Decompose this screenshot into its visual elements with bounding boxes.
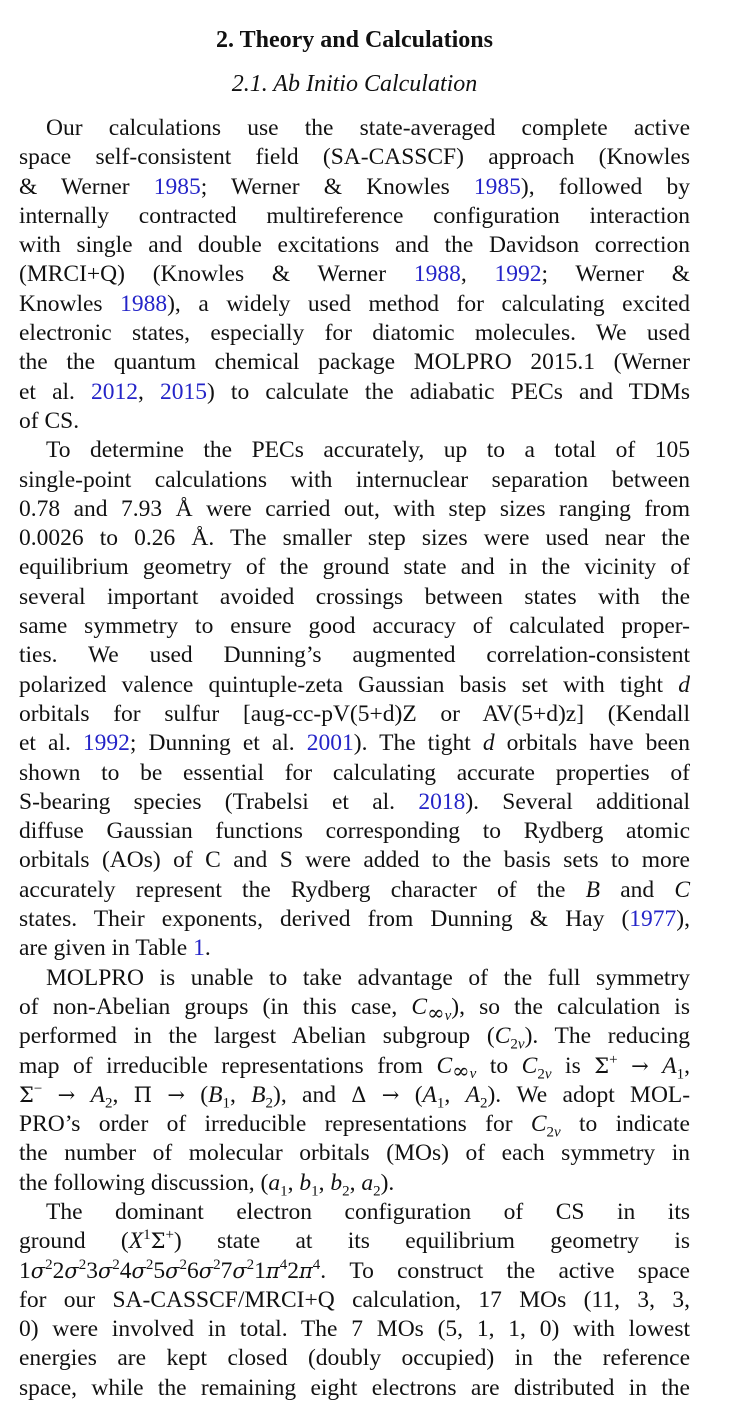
- text-line: 0) were involved in total. The 7 MOs (5, 1, 1, 0) with lowest: [19, 1316, 690, 1343]
- text-line: map of irreducible representations from $C_{\infty v}$ to $C_{2v}$ is $\Sigma^+ \to A_1$,: [19, 1051, 691, 1084]
- text-line: et al. 2012, 2015) to calculate the adiabatic PECs and TDMs: [19, 378, 690, 405]
- text-line: same symmetry to ensure good accuracy of calculated proper-: [19, 613, 690, 640]
- text-line: energies are kept closed (doubly occupied) in the reference: [19, 1345, 690, 1372]
- text-line: accurately represent the Rydberg character of the B and C: [19, 876, 690, 903]
- text-line: S-bearing species (Trabelsi et al. 2018). Several additional: [19, 788, 690, 815]
- text-line: 0.78 and 7.93 Å were carried out, with step sizes ranging from: [19, 495, 690, 522]
- text-line: performed in the largest Abelian subgroup $(C_{2v})$. The reducing: [19, 1023, 690, 1053]
- text-line: orbitals (AOs) of C and S were added to the basis sets to more: [19, 847, 690, 874]
- text-line: are given in Table 1.: [19, 935, 211, 962]
- text-line: $\Sigma^- \to A_2$, $\Pi \to (B_1$, $B_2$), and $\Delta \to (A_1$, $A_2$). We adopt MOL-: [19, 1080, 691, 1112]
- text-line: of non-Abelian groups (in this case, $C_{\infty v}$), so the calculation is: [19, 993, 690, 1025]
- text-line: several important avoided crossings between states with the: [19, 583, 690, 610]
- text-line: space self-consistent field (SA-CASSCF) approach (Knowles: [19, 144, 690, 171]
- citation-link[interactable]: 1988: [120, 290, 168, 317]
- subsection-title: 2.1. Ab Initio Calculation: [231, 71, 478, 97]
- citation-link[interactable]: 1988: [413, 261, 461, 288]
- text-line: & Werner 1985; Werner & Knowles 1985), followed by: [19, 173, 690, 200]
- text-line: equilibrium geometry of the ground state and in the vicinity of: [19, 554, 690, 581]
- text-line: PRO’s order of irreducible representations for $C_{2v}$ to indicate: [19, 1111, 690, 1141]
- citation-link[interactable]: 1985: [473, 173, 521, 200]
- text-line: polarized valence quintuple-zeta Gaussian basis set with tight d: [19, 671, 690, 698]
- text-line: Knowles 1988), a widely used method for calculating excited: [19, 290, 690, 317]
- text-line: Our calculations use the state-averaged complete active: [46, 115, 690, 141]
- text-line: for our SA-CASSCF/MRCI+Q calculation, 17 MOs (11, 3, 3,: [19, 1286, 690, 1313]
- text-line: ties. We used Dunning’s augmented correlation-consistent: [19, 642, 690, 669]
- citation-link[interactable]: 1985: [153, 173, 201, 200]
- citation-link[interactable]: 2018: [418, 788, 466, 815]
- text-line: diffuse Gaussian functions corresponding to Rydberg atomic: [19, 818, 690, 845]
- text-line: shown to be essential for calculating accurate properties of: [19, 759, 690, 786]
- text-line: ground $(X^1\Sigma^+)$ state at its equilibrium geometry is: [19, 1227, 691, 1255]
- text-line: single-point calculations with internuclear separation between: [19, 466, 690, 493]
- text-line: MOLPRO is unable to take advantage of the full symmetry: [46, 964, 690, 991]
- citation-link[interactable]: 2015: [160, 378, 207, 405]
- text-line: To determine the PECs accurately, up to a total of 105: [46, 437, 690, 464]
- text-line: electronic states, especially for diatomic molecules. We used: [19, 320, 690, 347]
- section-title: 2. Theory and Calculations: [216, 27, 493, 53]
- text-line: space, while the remaining eight electrons are distributed in the: [19, 1374, 690, 1401]
- body-text: [19, 114, 690, 1403]
- table-link[interactable]: 1: [193, 935, 205, 962]
- text-line: $1\sigma^22\sigma^23\sigma^24\sigma^25\sigma^26\sigma^27\sigma^21\pi^42\pi^4$. To construct the active space: [19, 1256, 690, 1284]
- text-line: 0.0026 to 0.26 Å. The smaller step sizes were used near the: [19, 525, 690, 552]
- text-line: the number of molecular orbitals (MOs) of each symmetry in: [19, 1140, 690, 1167]
- text-line: The dominant electron configuration of CS in its: [46, 1198, 690, 1225]
- text-line: the the quantum chemical package MOLPRO 2015.1 (Werner: [19, 349, 690, 376]
- citation-link[interactable]: 2012: [91, 378, 139, 405]
- text-line: of CS.: [19, 407, 80, 434]
- text-line: (MRCI+Q) (Knowles & Werner 1988, 1992; Werner &: [19, 261, 690, 288]
- text-line: et al. 1992; Dunning et al. 2001). The tight d orbitals have been: [19, 730, 690, 757]
- text-line: with single and double excitations and the Davidson correction: [19, 232, 690, 259]
- citation-link[interactable]: 2001: [306, 730, 354, 757]
- text-line: the following discussion, ($a_1$, $b_1$, $b_2$, $a_2$).: [19, 1169, 395, 1200]
- citation-link[interactable]: 1992: [82, 730, 130, 757]
- text-line: orbitals for sulfur [aug-cc-pV(5+d)Z or AV(5+d)z] (Kendall: [19, 700, 690, 727]
- text-line: internally contracted multireference configuration interaction: [19, 202, 690, 229]
- citation-link[interactable]: 1992: [494, 261, 542, 288]
- citation-link[interactable]: 1977: [629, 906, 677, 933]
- text-line: states. Their exponents, derived from Dunning & Hay (1977),: [19, 906, 690, 933]
